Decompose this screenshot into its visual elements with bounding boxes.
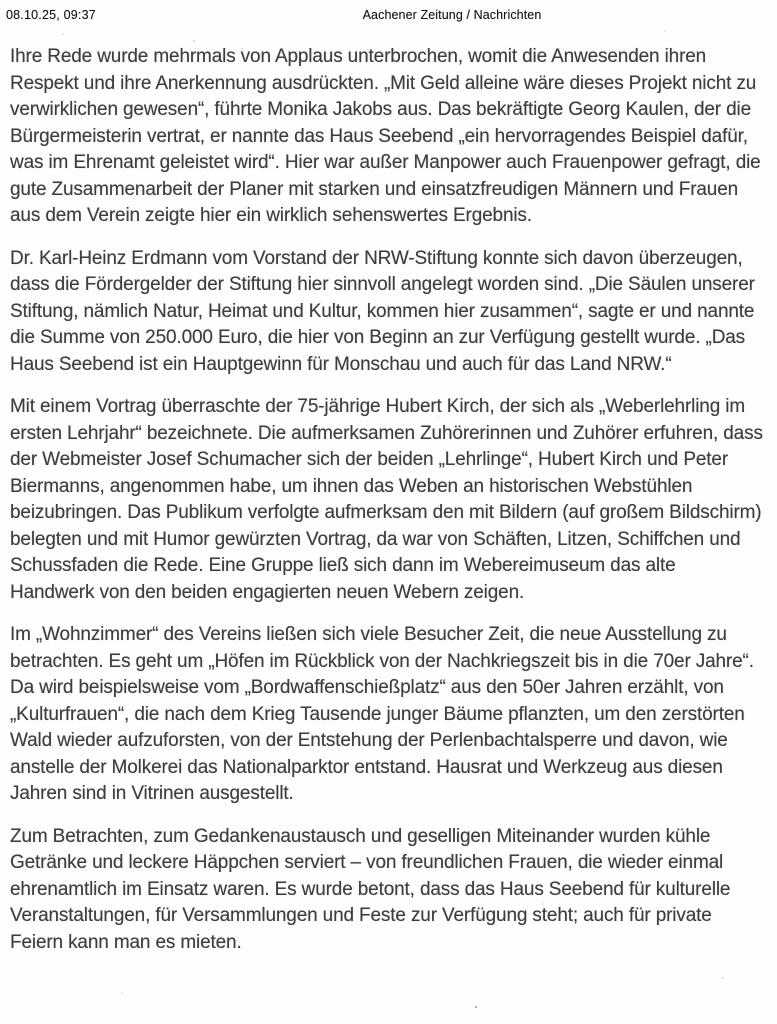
article-paragraph-3: Mit einem Vortrag überraschte der 75-jährige Hubert Kirch, der sich als „Weberlehrling im ersten Lehrjahr“ bezeichnete. Die aufmerksamen Zuhörerinnen und Zuhörer erfuhren, dass der Webmeister Josef Schumacher sich der beiden „Lehrlinge“, Hubert Kirch und Peter Biermanns, angenommen habe, um ihnen das Weben an historischen Webstühlen beizubringen. Das Publikum verfolgte aufmerksam den mit Bildern (auf großem Bildschirm) belegten und mit Humor gewürzten Vortrag, da war von Schäften, Litzen, Schiffchen und Schussfaden die Rede. Eine Gruppe ließ sich dann im Webereimuseum das alte Handwerk von den beiden engagierten neuen Webern zeigen.: [10, 396, 763, 603]
print-source-title: Aachener Zeitung / Nachrichten: [362, 8, 542, 22]
article-body: [10, 44, 763, 972]
article-paragraph-5: Zum Betrachten, zum Gedankenaustausch und geselligen Miteinander wurden kühle Getränke und leckere Häppchen serviert – von freundlichen Frauen, die wieder einmal ehrenamtlich im Einsatz waren. Es wurde betont, dass das Haus Seebend für kulturelle Veranstaltungen, für Versammlungen und Feste zur Verfügung steht; auch für private Feiern kann man es mieten.: [10, 825, 731, 953]
article-paragraph-1: Ihre Rede wurde mehrmals von Applaus unterbrochen, womit die Anwesenden ihren Respekt und ihre Anerkennung ausdrückten. „Mit Geld alleine wäre dieses Projekt nicht zu verwirklichen gewesen“, führte Monika Jakobs aus. Das bekräftigte Georg Kaulen, der die Bürgermeisterin vertrat, er nannte das Haus Seebend „ein hervorragendes Beispiel dafür, was im Ehrenamt geleistet wird“. Hier war außer Manpower auch Frauenpower gefragt, die gute Zusammenarbeit der Planer mit starken und einsatzfreudigen Männern und Frauen aus dem Verein zeigte hier ein wirklich sehenswertes Ergebnis.: [10, 46, 761, 226]
scan-noise-specks: [0, 0, 2, 2]
print-header: [0, 8, 777, 28]
article-paragraph-4: Im „Wohnzimmer“ des Vereins ließen sich viele Besucher Zeit, die neue Ausstellung zu betrachten. Es geht um „Höfen im Rückblick von der Nachkriegszeit bis in die 70er Jahre“. Da wird beispielsweise vom „Bordwaffenschießplatz“ aus den 50er Jahren erzählt, von „Kulturfrauen“, die nach dem Krieg Tausende junger Bäume pflanzten, um den zerstörten Wald wieder aufzuforsten, von der Entstehung der Perlenbachtalsperre und davon, wie anstelle der Molkerei das Nationalparktor entstand. Hausrat und Werkzeug aus diesen Jahren sind in Vitrinen ausgestellt.: [10, 624, 754, 804]
print-timestamp: 08.10.25, 09:37: [6, 8, 96, 22]
article-paragraph-2: Dr. Karl-Heinz Erdmann vom Vorstand der NRW-Stiftung konnte sich davon überzeugen, dass die Fördergelder der Stiftung hier sinnvoll angelegt worden sind. „Die Säulen unserer Stiftung, nämlich Natur, Heimat und Kultur, kommen hier zusammen“, sagte er und nannte die Summe von 250.000 Euro, die hier von Beginn an zur Verfügung gestellt wurde. „Das Haus Seebend ist ein Hauptgewinn für Monschau und auch für das Land NRW.“: [10, 247, 755, 375]
